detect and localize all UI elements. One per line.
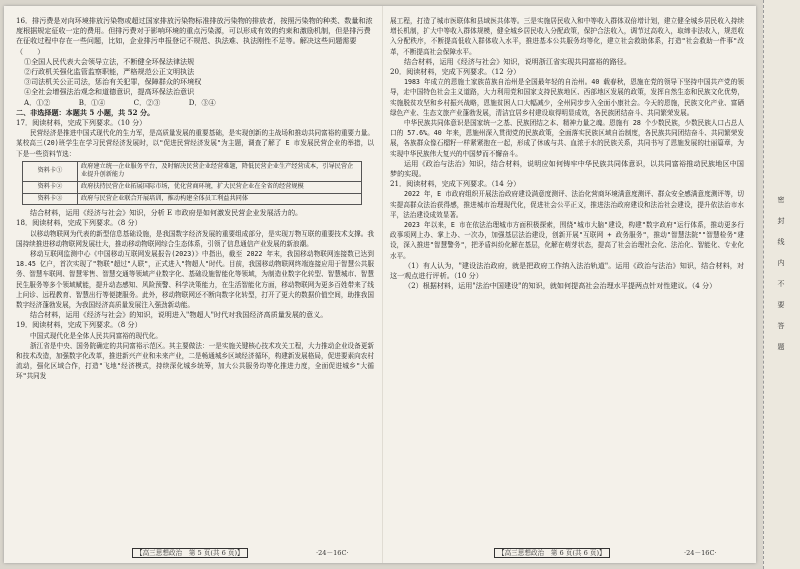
table-cell-value: 政府建立统一企业服务平台，及时解决民营企业经营难题，降低民营企业生产经营成本，引导民营企业提升创新能力 xyxy=(78,161,362,181)
table-cell-key: 资料卡① xyxy=(23,161,78,181)
footer-right-code: ·24－16C· xyxy=(684,549,717,557)
q19-title: 19．阅读材料，完成下列要求。（8 分） xyxy=(16,320,142,330)
table-row xyxy=(23,182,362,194)
left-column xyxy=(16,16,374,382)
q17-material: 民营经济是推进中国式现代化的生力军，是高质量发展的重要基础，是实现创新的主战场和推动共同富裕的重要力量。某校高三(20)班学生在学习民营经济发展时，以"促进民营经济发展"为主题，调查了解了 E 市发展民营企业的举措，以下是一些资料节选： xyxy=(16,129,374,158)
q21-question-1: （1）有人认为，"建设法治政府，就是把政府工作纳入法治轨道"。运用《政治与法治》知识，结合材料，对这一观点进行评析。（10 分） xyxy=(390,260,744,281)
q18-title: 18．阅读材料，完成下列要求。（8 分） xyxy=(16,218,142,228)
footer-left-label: 【高三思想政治 第 5 页(共 6 页)】 xyxy=(132,547,248,557)
q21-question-2: （2）根据材料，运用"法治中国建设"的知识，就如何提高社会治理水平提两点针对性建议。（4 分） xyxy=(404,281,717,291)
q21-title: 21．阅读材料，完成下列要求。（14 分） xyxy=(390,179,521,189)
footer-right-label: 【高三思想政治 第 6 页(共 6 页)】 xyxy=(494,547,610,557)
q20-title: 20．阅读材料，完成下列要求。（12 分） xyxy=(390,67,521,77)
q20-material-2: 中华民族共同体意识是国家统一之基、民族团结之本、精神力量之魂。恩施有 28 个少数民族，少数民族人口占总人口的 57.6%。40 年来，恩施州深入贯彻党的民族政策，全面落实民族区域自治制度，各民族共同团结奋斗、共同繁荣发展，各族群众像石榴籽一样紧紧抱在一起，形成了休戚与共、血浓于水的民族关系，共同书写了恩施发展的壮丽篇章，为实现中华民族伟大复兴的中国梦而不懈奋斗。 xyxy=(390,119,744,158)
section-title: 二、非选择题：本题共 5 小题，共 52 分。 xyxy=(16,107,155,117)
q21-material-2: 2023 年以来，E 市在依法治理城市方面积极探索，围绕"城市大脑"建设，构建"数字政府"运行体系，推动更多行政事项网上办、掌上办、一次办，加强基层法治建设，创新开展"互联网 + 政务服务"，推动"智慧法院""智慧检务"建设，深入推进"智慧警务"，把矛盾纠纷化解在基层，化解在萌芽状态，提高了社会治理社会化、法治化、智能化、专业化水平。 xyxy=(390,221,744,260)
q17-title: 17．阅读材料，完成下列要求。（10 分） xyxy=(16,118,147,128)
q16-option-1: ①全国人民代表大会领导立法，不断健全环保法律法规 xyxy=(24,56,195,66)
q16-option-3: ③司法机关公正司法，惩治有关犯罪，保障群众的环境权 xyxy=(24,77,202,87)
exam-sheet xyxy=(4,6,756,563)
binding-strip xyxy=(763,0,800,569)
table-cell-key: 资料卡③ xyxy=(23,193,78,205)
q19-material-2: 浙江省是中央、国务院确定的共同富裕示范区。其主要做法：一是实施关键核心技术攻关工程，大力推动企业设备更新和技术改造，加强数字化改革，推进新兴产业和未来产业，二是畅通城乡区域经济循环，构建新发展格局，促进要素向农村流动，强化区域合作，打造"飞地"经济模式，持续深化城乡统筹，加大公共服务均等化推进力度，全面促进城乡"大循环"共同发 xyxy=(16,341,374,381)
q16-option-2: ②行政机关强化监管监察职能，严格规范公正文明执法 xyxy=(24,67,195,77)
q19-material-1: 中国式现代化是全体人民共同富裕的现代化。 xyxy=(30,331,162,340)
q21-material-1: 2022 年，E 市政府组织开展法治政府建设满意度测评、法治化营商环境满意度测评、群众安全感满意度测评等，切实提高群众法治获得感，推进城市治理现代化，促进社会公平正义，推进法治政府建设和法治社会建设，提升依法治市水平，法治建设成效显著。 xyxy=(390,190,744,219)
table-cell-value: 政府扶持民营企业拓展国际市场，优化营商环境，扩大民营企业在全省的经营规模 xyxy=(78,182,362,194)
q20-material-1: 1983 年成立的恩施土家族苗族自治州是全国最年轻的自治州。40 载春秋，恩施在党的领导下坚持中国共产党的领导，走中国特色社会主义道路，大力利用党和国家支持民族地区、西部地区发展的政策，发挥自然生态和民族文化优势，实施脱贫攻坚和乡村振兴战略，恩施贫困人口大幅减少，全州同步步入全面小康社会。今天的恩施，民族文化产业、富硒绿色产业、生态文旅产业蓬勃发展，清洁宜居乡村建设取得明显成效，各民族团结奋斗、共同繁荣发展。 xyxy=(390,78,744,117)
q16-stem: 16．排污费是对向环境排放污染物或超过国家排放污染物标准排放污染物的排放者，按照污染物的种类、数量和浓度根据规定征收一定的费用。但排污费对于影响环境的重点污染源，可以形成有效的约束和激励机制，但是排污费在征收过程中存在一些问题，比如，企业排污申报登记不规范、执法难、执法刚性不足等。解决这些问题需要（ ） xyxy=(16,16,373,56)
table-cell-value: 政府与民营企业联合开展培训，推动构建全体员工利益共同体 xyxy=(78,193,362,205)
q17-question: 结合材料，运用《经济与社会》知识，分析 E 市政府是如何激发民营企业发展活力的。 xyxy=(30,208,303,218)
right-column xyxy=(390,16,744,291)
q16-choices: A．①② B．①④ C．②③ D．③④ xyxy=(24,97,216,107)
table-row xyxy=(23,193,362,205)
footer-left-code: ·24－16C· xyxy=(316,549,349,557)
q18-material-1: 以移动物联网为代表的新型信息基础设施，是我国数字经济发展的重要组成部分，是实现万物互联的重要技术支撑。我国持续推进移动物联网发展壮大，推动移动物联网综合生态体系，引领了信息通信产业发展的新浪潮。 xyxy=(16,229,374,248)
q19-material-cont: 展工程，打造了城市医联体和县域医共体等。三是实施居民收入和中等收入群体双倍增计划，建立健全城乡居民收入持续增长机制，扩大中等收入群体规模，健全城乡居民收入分配政策，保护合法收入，调节过高收入，取缔非法收入，规范收入分配秩序，不断提高低收入群体收入水平，推进基本公共服务均等化，建立社会救助体系，打造"社会救助一件事"改革，不断提高社会保障水平。 xyxy=(390,17,744,56)
q16-option-4: ④全社会增强法治观念和道德意识，提高环保法治意识 xyxy=(24,87,195,97)
table-cell-key: 资料卡② xyxy=(23,182,78,194)
q20-question: 运用《政治与法治》知识，结合材料，说明应如何铸牢中华民族共同体意识，以共同富裕推动民族地区中国梦的实现。 xyxy=(390,158,744,179)
q17-table xyxy=(22,161,362,205)
page-divider xyxy=(382,6,383,563)
q18-material-2: 移动互联网监测中心《中国移动互联网发展报告(2023)》中指出，截至 2022 年末，我国移动物联网连接数已达到 18.45 亿户，首次实现了"物联"超过"人联"，正式进入"物超人"时代。目前，我国移动物联网终端连接应用于智慧公共服务、智慧车联网、智慧零售、智慧交通等领域产业数字化、基础设施智能化等领域，为制造业数字化转型、智慧城市、智慧民生服务等多个领域赋能，提升动态感知、风险预警、科学决策能力，在生活智能化方面，移动物联网为更多百姓带来了线上问诊、远程教育、智慧出行等便捷服务。此外，移动物联网还不断向数字化转型，打开了更大的数据价值空间，助推我国数字经济蓬勃发展，为我国经济高质量发展注入强劲新动能。 xyxy=(16,250,374,310)
q18-question: 结合材料，运用《经济与社会》的知识，说明进入"物超人"时代对我国经济高质量发展的意义。 xyxy=(30,310,328,320)
binding-strip-text: 密封线内不要答题 xyxy=(777,196,785,351)
table-row xyxy=(23,161,362,181)
q19-question: 结合材料，运用《经济与社会》知识，说明浙江省实现共同富裕的路径。 xyxy=(404,56,631,66)
